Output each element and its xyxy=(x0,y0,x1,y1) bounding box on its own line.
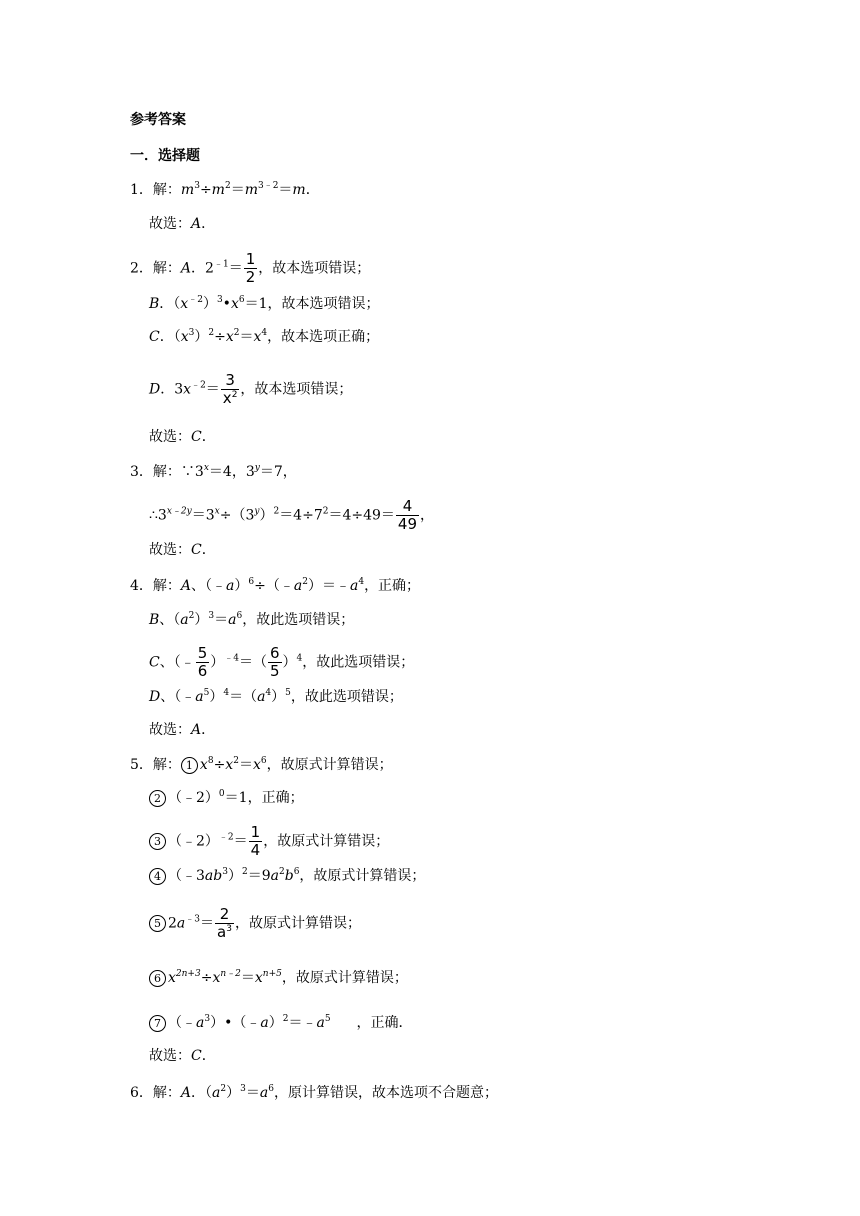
q2-answer: 故选：C． xyxy=(149,429,216,445)
q5-line-7: 7 $(﹣a^3)•(﹣a)^2=﹣a^5$ ，正确． xyxy=(149,1013,413,1033)
circled-number: 6 xyxy=(149,970,166,987)
q5-line-5: 5 $2a^{﹣3}=$ $\frac{2}{a^3}$ ，故原式计算错误； xyxy=(149,906,361,941)
q3-answer: 故选：C． xyxy=(149,542,216,558)
fraction: $\frac{5}{6}$ xyxy=(197,644,208,680)
fraction: $\frac{4}{49}$ xyxy=(397,497,418,533)
fraction: $\frac{1}{4}$ xyxy=(250,823,261,859)
q5-line-3: 3 （﹣2）$^{﹣2}$＝ $\frac{1}{4}$ ，故原式计算错误； xyxy=(149,824,389,859)
q4-answer: 故选：A． xyxy=(149,722,216,738)
q5-line-2: 2 （﹣2）$^0$＝1，正确； xyxy=(149,788,304,808)
circled-number: 4 xyxy=(149,868,166,885)
q3-line-1: 3．解：$\because 3^x=4$，$3^y=7$， xyxy=(130,463,297,480)
q5-line-1: 5．解： 1 $x^8\div x^2=x^6$，故原式计算错误； xyxy=(130,756,393,773)
circled-number: 3 xyxy=(149,833,166,850)
q1-line: 1．解：$m^3\div m^2=m^{3﹣2}=m$． xyxy=(130,181,320,198)
fraction: $\frac{1}{2}$ xyxy=(245,250,256,286)
page-title: 参考答案 xyxy=(130,112,186,128)
q5-line-6: 6 $x^{2n+3}\div x^{n﹣2}=x^{n+5}$，故原式计算错误； xyxy=(149,968,408,988)
circled-number: 2 xyxy=(149,790,166,807)
circled-number: 1 xyxy=(181,757,198,774)
fraction: $\frac{3}{x^2}$ xyxy=(222,371,238,407)
fraction: $\frac{2}{a^3}$ xyxy=(217,905,232,941)
circled-number: 7 xyxy=(149,1015,166,1032)
q2-line-c: C．$(x^3)^2\div x^2=x^4$，故本选项正确； xyxy=(149,328,380,345)
q4-line-d: D、$(﹣a^5)^4=(a^4)^5$，故此选项错误； xyxy=(149,688,403,705)
q4-line-c: C、（﹣ $\frac{5}{6}$ ）$^{﹣4}$＝（ $\frac{6}{5}$ ）$^4$，故此选项错误； xyxy=(149,644,415,680)
section-heading: 一．选择题 xyxy=(130,148,200,164)
q3-line-2: $\therefore 3^{x﹣2y}=3^x\div(3^y)^2=4\div 7^2=4\div 49=$ $\frac{4}{49}$ ， xyxy=(149,497,435,533)
q5-answer: 故选：C． xyxy=(149,1048,216,1064)
q4-line-b: B、$(a^2)^3=a^6$，故此选项错误； xyxy=(149,611,355,628)
q6-line: 6．解：A．$(a^2)^3=a^6$，原计算错误，故本选项不合题意； xyxy=(130,1084,498,1101)
q2-line-a: 2．解：A．$2^{﹣1}=$ $\frac{1}{2}$ ，故本选项错误； xyxy=(130,250,371,286)
q5-line-4: 4 $(﹣3ab^3)^2=9a^2b^6$，故原式计算错误； xyxy=(149,866,425,886)
q1-answer: 故选：A． xyxy=(149,216,216,232)
circled-number: 5 xyxy=(149,915,166,932)
q4-line-a: 4．解：A、$(﹣a)^6\div(﹣a^2)=﹣a^4$，正确； xyxy=(130,577,421,594)
q2-line-d: D．$3x^{﹣2}=$ $\frac{3}{x^2}$ ，故本选项错误； xyxy=(149,371,353,407)
q2-line-b: B．$(x^{﹣2})^3•x^6=1$，故本选项错误； xyxy=(149,295,380,312)
fraction: $\frac{6}{5}$ xyxy=(270,644,280,680)
